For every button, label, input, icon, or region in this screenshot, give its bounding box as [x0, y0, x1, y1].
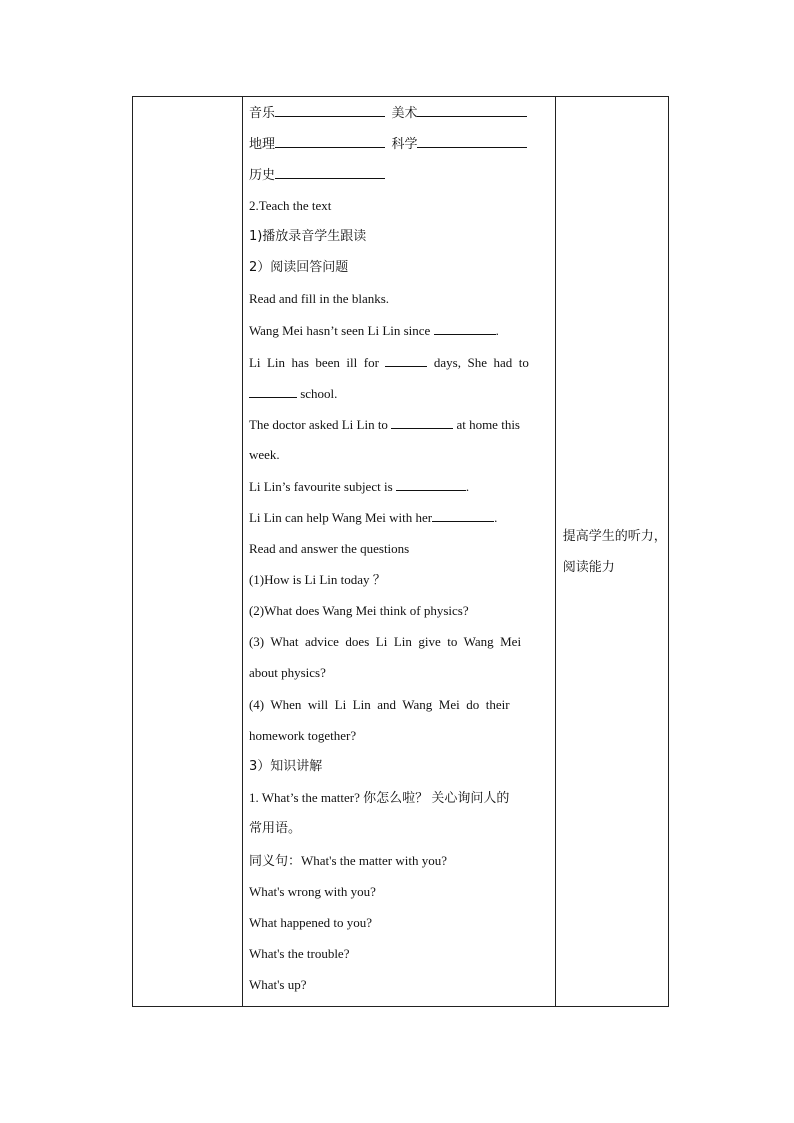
vocab-line [249, 102, 549, 133]
fill-text: . [494, 510, 498, 526]
synonym-label: 同义句： [248, 853, 301, 869]
answer-blank [417, 102, 527, 117]
vocab-label: 历史 [248, 168, 275, 184]
fill-text: days, She had to [433, 354, 529, 370]
vocab-label: 科学 [391, 137, 418, 153]
fill-text: at home this [456, 416, 520, 432]
fill-item [249, 476, 549, 507]
fill-item [249, 352, 549, 383]
fill-item: week. [248, 447, 280, 463]
vocab-line [249, 164, 549, 195]
answer-blank [396, 476, 466, 491]
answer-blank [275, 164, 385, 179]
purpose-text [556, 521, 668, 583]
question-line: homework together? [248, 727, 357, 743]
synonym-line: What's the trouble? [248, 946, 350, 962]
sub-heading: 2）阅读回答问题 [248, 259, 349, 275]
answer-blank [391, 414, 453, 429]
answer-blank [434, 320, 496, 335]
instruction-text: Read and fill in the blanks. [248, 291, 390, 307]
question-line: (3) What advice does Li Lin give to Wang Mei [248, 634, 522, 650]
vocab-label: 音乐 [248, 106, 275, 121]
empty-cell [133, 97, 243, 1007]
fill-text: Wang Mei hasn’t seen Li Lin since [248, 323, 431, 339]
knowledge-point: 1. What’s the matter? 你怎么啦？ 关心询问人的 [248, 790, 510, 806]
fill-text: . [465, 479, 470, 495]
fill-text: Li Lin has been ill for [248, 354, 379, 370]
answer-blank [417, 133, 527, 148]
synonym-line [249, 851, 549, 882]
fill-item [249, 383, 549, 414]
answer-blank [385, 352, 427, 367]
step-heading: 2.Teach the text [248, 197, 332, 213]
fill-item [249, 507, 549, 538]
lesson-plan-table [132, 96, 669, 1007]
question-line: (1)How is Li Lin today ？ [248, 571, 386, 587]
answer-blank [275, 133, 385, 148]
fill-text: The doctor asked Li Lin to [248, 416, 388, 432]
purpose-line: 提高学生的听力， [562, 528, 667, 544]
synonym-line: What happened to you? [248, 914, 373, 930]
fill-text: Li Lin can help Wang Mei with her [248, 510, 433, 526]
fill-item [249, 414, 549, 445]
question-line: (4) When will Li Lin and Wang Mei do their [248, 696, 510, 712]
purpose-cell [555, 97, 668, 1007]
fill-item [249, 320, 549, 351]
fill-text: school. [300, 385, 338, 401]
synonym-text: What's the matter with you? [300, 852, 447, 868]
table-row [133, 97, 669, 1007]
answer-blank [432, 507, 494, 522]
purpose-line: 阅读能力 [562, 559, 615, 575]
fill-text: Li Lin’s favourite subject is [248, 479, 393, 495]
answer-blank [249, 383, 297, 398]
vocab-label: 地理 [248, 137, 275, 153]
question-line: about physics? [248, 665, 326, 681]
sub-heading: 1)播放录音学生跟读 [248, 228, 367, 244]
instruction-text: Read and answer the questions [248, 540, 410, 556]
vocab-line [249, 133, 549, 164]
synonym-line: What's up? [248, 977, 307, 993]
vocab-label: 美术 [391, 106, 418, 121]
knowledge-point: 常用语。 [248, 821, 301, 837]
answer-blank [275, 102, 385, 117]
synonym-line: What's wrong with you? [248, 883, 376, 899]
fill-text: . [495, 323, 499, 339]
sub-heading: 3）知识讲解 [248, 758, 323, 774]
teaching-content-cell [242, 97, 555, 1007]
question-line: (2)What does Wang Mei think of physics? [248, 603, 469, 618]
